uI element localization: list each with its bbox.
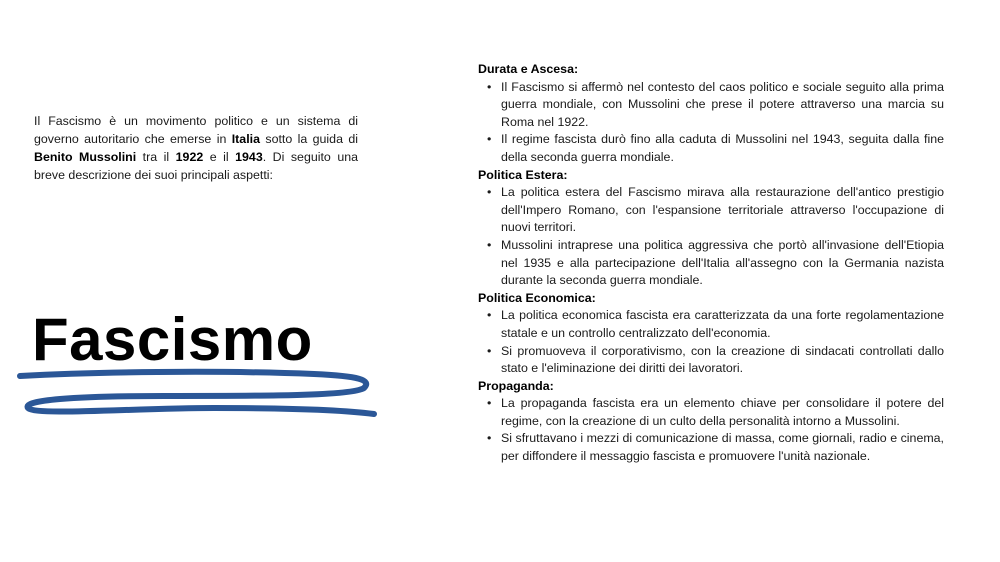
section-title: Durata e Ascesa: [478, 62, 579, 76]
intro-mussolini: Benito Mussolini [34, 150, 137, 164]
list-item: • La politica estera del Fascismo mirava alla restaurazione dell'antico prestigio dell'Impero Romano, con l'espansione territoriale attraverso l'occupazione di nuovi territori. [501, 184, 944, 237]
intro-text: Il Fascismo è un movimento politico e un sistema di governo autoritario che emerse in [34, 114, 358, 146]
intro-italia: Italia [231, 132, 260, 146]
section-durata [478, 61, 944, 167]
list-item: • La politica economica fascista era caratterizzata da una forte regolamentazione statale e un controllo centralizzato dell'economia. [501, 307, 944, 342]
section-politica-estera [478, 167, 944, 290]
intro-year-start: 1922 [175, 150, 204, 164]
bullet-list [478, 184, 944, 290]
intro-text: e il [203, 150, 236, 164]
list-item: • La propaganda fascista era un elemento chiave per consolidare il potere del regime, con la creazione di un culto della personalità intorno a Mussolini. [501, 395, 944, 430]
page-title: Fascismo [32, 306, 313, 373]
content-column [478, 61, 944, 466]
section-politica-economica [478, 290, 944, 378]
bullet-list [478, 79, 944, 167]
list-item: • Si promuoveva il corporativismo, con la creazione di sindacati controllati dallo stato e l'eliminazione dei diritti dei lavoratori. [501, 343, 944, 378]
bullet-list [478, 395, 944, 465]
list-item: • Il regime fascista durò fino alla caduta di Mussolini nel 1943, seguita dalla fine della seconda guerra mondiale. [501, 131, 944, 166]
intro-paragraph [34, 112, 358, 184]
intro-year-end: 1943 [235, 150, 263, 164]
list-item: • Si sfruttavano i mezzi di comunicazione di massa, come giornali, radio e cinema, per diffondere il messaggio fascista e promuovere l'unità nazionale. [501, 430, 944, 465]
intro-text: . Di seguito una breve descrizione dei suoi principali aspetti: [34, 150, 358, 182]
list-item: • Mussolini intraprese una politica aggressiva che portò all'invasione dell'Etiopia nel 1935 e alla partecipazione dell'Italia all'assegno con la Germania nazista durante la seconda guerra mondiale. [501, 237, 944, 290]
underline-scribble [14, 366, 384, 426]
intro-text: sotto la guida di [259, 132, 358, 146]
section-propaganda [478, 378, 944, 466]
intro-text: tra il [136, 150, 176, 164]
section-title: Propaganda: [478, 378, 554, 393]
scribble-stroke [20, 372, 374, 414]
bullet-list [478, 307, 944, 377]
section-title: Politica Economica: [478, 290, 596, 305]
section-title: Politica Estera: [478, 167, 568, 182]
list-item: • Il Fascismo si affermò nel contesto del caos politico e sociale seguito alla prima guerra mondiale, con Mussolini che prese il potere attraverso una marcia su Roma nel 1922. [501, 79, 944, 132]
